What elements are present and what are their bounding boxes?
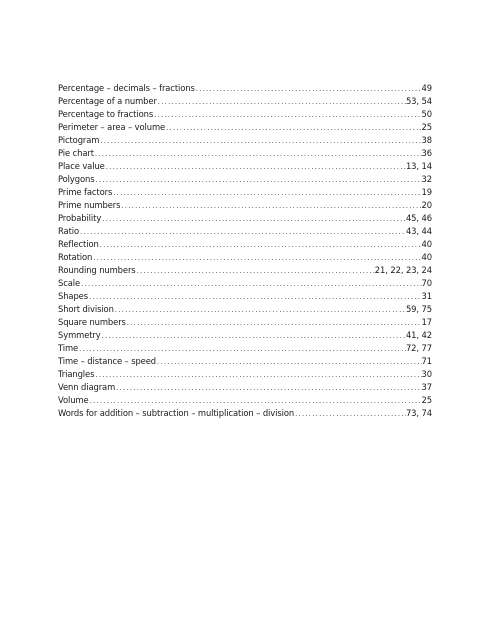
dot-leader: [94, 148, 422, 160]
index-pages: 17: [421, 317, 432, 327]
index-pages: 30: [421, 369, 432, 379]
index-entry-volume: [58, 394, 432, 407]
index-pages: 72, 77: [405, 343, 432, 353]
index-entry-pictogram: [58, 134, 432, 147]
index-pages: 59, 75: [405, 304, 432, 314]
index-topic: Percentage – decimals – fractions: [58, 83, 195, 93]
index-pages: 70: [421, 278, 432, 288]
index-topic: Words for addition – subtraction – multiplication – division: [58, 408, 295, 418]
index-pages: 19: [421, 187, 432, 197]
dot-leader: [165, 122, 421, 134]
index-topic: Prime factors: [58, 187, 113, 197]
index-entry-scale: [58, 277, 432, 290]
index-entry-percentage-decimals-fractions: [58, 82, 432, 95]
index-pages: 36: [421, 148, 432, 158]
dot-leader: [153, 109, 421, 121]
index-pages: 13, 14: [405, 161, 432, 171]
index-entry-symmetry: [58, 329, 432, 342]
index-entry-percentage-of-a-number: [58, 95, 432, 108]
index-topic: Prime numbers: [58, 200, 121, 210]
index-pages: 25: [421, 395, 432, 405]
index-topic: Polygons: [58, 174, 95, 184]
dot-leader: [89, 395, 422, 407]
index-pages: 49: [421, 83, 432, 93]
index-pages: 38: [421, 135, 432, 145]
dot-leader: [126, 317, 422, 329]
index-list: [58, 82, 432, 420]
index-pages: 25: [421, 122, 432, 132]
dot-leader: [79, 226, 406, 238]
index-entry-venn-diagram: [58, 381, 432, 394]
index-entry-polygons: [58, 173, 432, 186]
index-pages: 32: [421, 174, 432, 184]
index-entry-shapes: [58, 290, 432, 303]
dot-leader: [294, 408, 406, 420]
index-entry-probability: [58, 212, 432, 225]
index-pages: 21, 22, 23, 24: [374, 265, 432, 275]
dot-leader: [105, 161, 406, 173]
index-entry-prime-numbers: [58, 199, 432, 212]
dot-leader: [112, 187, 421, 199]
index-entry-percentage-to-fractions: [58, 108, 432, 121]
index-entry-square-numbers: [58, 316, 432, 329]
index-pages: 71: [421, 356, 432, 366]
index-topic: Ratio: [58, 226, 80, 236]
index-entry-short-division: [58, 303, 432, 316]
index-pages: 41, 42: [405, 330, 432, 340]
index-topic: Time: [58, 343, 79, 353]
index-topic: Short division: [58, 304, 114, 314]
dot-leader: [156, 356, 422, 368]
index-entry-perimeter-area-volume: [58, 121, 432, 134]
index-pages: 50: [421, 109, 432, 119]
index-topic: Scale: [58, 278, 81, 288]
dot-leader: [88, 291, 422, 303]
index-topic: Volume: [58, 395, 89, 405]
index-topic: Rounding numbers: [58, 265, 136, 275]
index-topic: Symmetry: [58, 330, 101, 340]
index-pages: 45, 46: [405, 213, 432, 223]
index-pages: 37: [421, 382, 432, 392]
index-pages: 53, 54: [405, 96, 432, 106]
dot-leader: [94, 369, 421, 381]
index-entry-time-distance-speed: [58, 355, 432, 368]
dot-leader: [78, 343, 406, 355]
index-entry-rounding-numbers: [58, 264, 432, 277]
index-topic: Triangles: [58, 369, 95, 379]
dot-leader: [92, 252, 421, 264]
dot-leader: [157, 96, 406, 108]
index-entry-ratio: [58, 225, 432, 238]
index-topic: Square numbers: [58, 317, 126, 327]
index-topic: Place value: [58, 161, 105, 171]
index-topic: Time – distance – speed: [58, 356, 157, 366]
dot-leader: [120, 200, 421, 212]
index-pages: 31: [421, 291, 432, 301]
index-topic: Percentage to fractions: [58, 109, 154, 119]
index-entry-place-value: [58, 160, 432, 173]
dot-leader: [80, 278, 421, 290]
dot-leader: [195, 83, 422, 95]
index-topic: Venn diagram: [58, 382, 116, 392]
index-entry-prime-factors: [58, 186, 432, 199]
index-topic: Percentage of a number: [58, 96, 157, 106]
dot-leader: [115, 382, 421, 394]
index-pages: 40: [421, 252, 432, 262]
dot-leader: [94, 174, 421, 186]
dot-leader: [136, 265, 375, 277]
dot-leader: [114, 304, 406, 316]
index-pages: 40: [421, 239, 432, 249]
index-topic: Perimeter – area – volume: [58, 122, 166, 132]
index-topic: Pie chart: [58, 148, 94, 158]
index-pages: 43, 44: [405, 226, 432, 236]
index-pages: 20: [421, 200, 432, 210]
index-entry-pie-chart: [58, 147, 432, 160]
index-topic: Rotation: [58, 252, 93, 262]
dot-leader: [101, 330, 406, 342]
index-topic: Reflection: [58, 239, 99, 249]
dot-leader: [99, 239, 422, 251]
index-entry-triangles: [58, 368, 432, 381]
index-entry-words-for-operations: [58, 407, 432, 420]
dot-leader: [99, 135, 421, 147]
index-topic: Pictogram: [58, 135, 100, 145]
index-pages: 73, 74: [405, 408, 432, 418]
index-entry-time: [58, 342, 432, 355]
index-entry-reflection: [58, 238, 432, 251]
index-topic: Probability: [58, 213, 102, 223]
index-entry-rotation: [58, 251, 432, 264]
dot-leader: [101, 213, 406, 225]
index-topic: Shapes: [58, 291, 88, 301]
